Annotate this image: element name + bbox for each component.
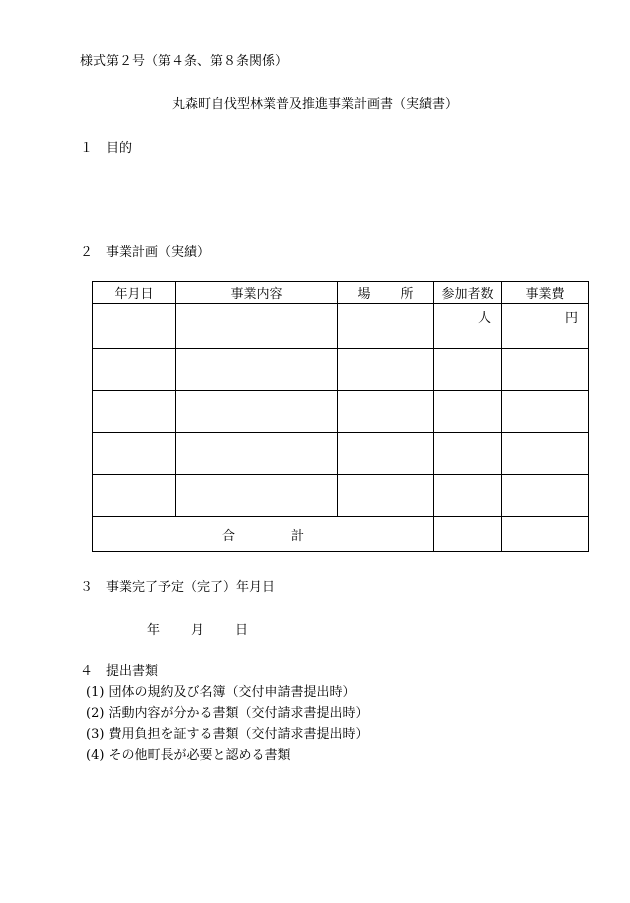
place-cell[interactable] [338, 475, 434, 517]
section-number: １ [80, 141, 94, 156]
total-participants-cell[interactable] [434, 517, 502, 552]
section-completion [80, 576, 275, 595]
participants-cell[interactable] [434, 304, 502, 349]
cost-cell[interactable] [502, 349, 589, 391]
table-header-row [93, 282, 589, 304]
section-title: 事業計画（実績） [106, 245, 211, 260]
document-title: 丸森町自伐型林業普及推進事業計画書（実績書） [171, 97, 458, 112]
section-plan [80, 241, 210, 260]
date-cell[interactable] [93, 304, 176, 349]
content-cell[interactable] [176, 304, 338, 349]
content-cell[interactable] [176, 475, 338, 517]
plan-table [92, 281, 589, 552]
day-label: 日 [235, 623, 249, 638]
total-row [93, 517, 589, 552]
participants-cell[interactable] [434, 391, 502, 433]
table-row [93, 391, 589, 433]
date-cell[interactable] [93, 391, 176, 433]
section-title: 事業完了予定（完了）年月日 [106, 580, 276, 595]
section-title: 提出書類 [106, 664, 159, 679]
cost-cell[interactable] [502, 433, 589, 475]
unit-people: 人 [477, 311, 491, 326]
completion-date-line[interactable] [147, 619, 248, 638]
place-cell[interactable] [338, 433, 434, 475]
section-title: 目的 [106, 141, 133, 156]
header-content: 事業内容 [176, 282, 338, 304]
section-number: ３ [80, 580, 94, 595]
cost-cell[interactable] [502, 391, 589, 433]
section-purpose [80, 137, 132, 156]
list-item: (1) 団体の規約及び名簿（交付申請書提出時） [86, 685, 356, 700]
month-label: 月 [191, 623, 205, 638]
total-char-2: 計 [291, 528, 305, 544]
total-char-1: 合 [221, 528, 235, 544]
total-label [93, 517, 434, 552]
date-cell[interactable] [93, 349, 176, 391]
cost-cell[interactable] [502, 475, 589, 517]
table-row [93, 349, 589, 391]
form-number: 様式第２号（第４条、第８条関係） [80, 54, 289, 69]
header-place-char-2: 所 [400, 287, 414, 302]
section-number: ４ [80, 664, 94, 679]
table-row [93, 304, 589, 349]
content-cell[interactable] [176, 433, 338, 475]
header-date: 年月日 [93, 282, 176, 304]
header-place-char-1: 場 [357, 287, 371, 302]
header-place [338, 282, 434, 304]
year-label: 年 [147, 623, 161, 638]
list-item: (2) 活動内容が分かる書類（交付請求書提出時） [86, 706, 369, 721]
date-cell[interactable] [93, 475, 176, 517]
participants-cell[interactable] [434, 433, 502, 475]
header-participants: 参加者数 [434, 282, 502, 304]
place-cell[interactable] [338, 304, 434, 349]
section-documents [80, 660, 158, 679]
participants-cell[interactable] [434, 349, 502, 391]
place-cell[interactable] [338, 391, 434, 433]
list-item: (4) その他町長が必要と認める書類 [86, 748, 291, 763]
table-row [93, 475, 589, 517]
section-number: ２ [80, 245, 94, 260]
content-cell[interactable] [176, 391, 338, 433]
date-cell[interactable] [93, 433, 176, 475]
table-row [93, 433, 589, 475]
total-cost-cell[interactable] [502, 517, 589, 552]
cost-cell[interactable] [502, 304, 589, 349]
list-item: (3) 費用負担を証する書類（交付請求書提出時） [86, 727, 369, 742]
content-cell[interactable] [176, 349, 338, 391]
participants-cell[interactable] [434, 475, 502, 517]
header-cost: 事業費 [502, 282, 589, 304]
place-cell[interactable] [338, 349, 434, 391]
unit-yen: 円 [564, 311, 578, 326]
documents-list [86, 682, 369, 766]
